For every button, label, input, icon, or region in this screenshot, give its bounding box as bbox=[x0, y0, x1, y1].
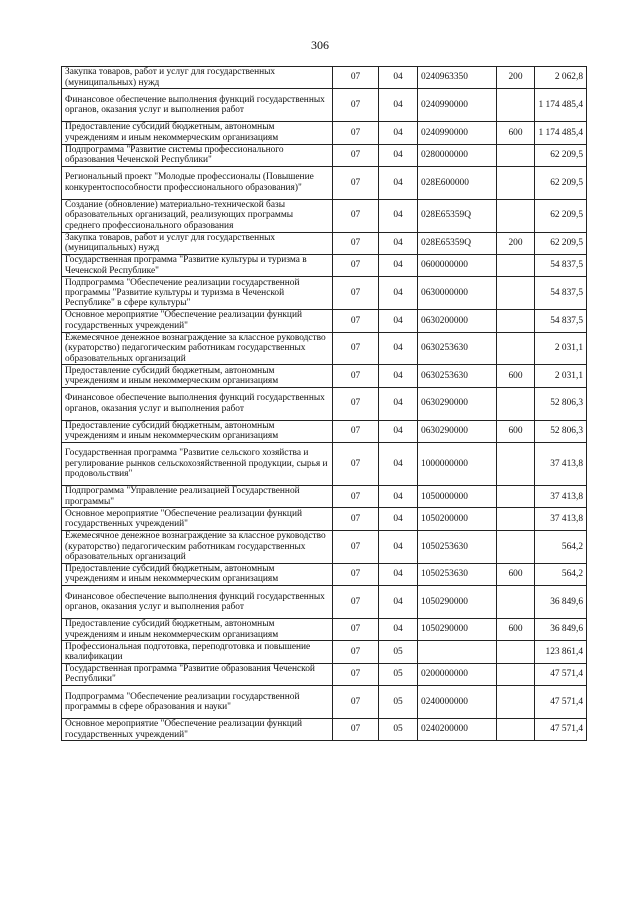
row-section-cell: 07 bbox=[333, 420, 379, 442]
row-target-article-cell: 1050290000 bbox=[418, 618, 497, 640]
row-amount-cell: 1 174 485,4 bbox=[535, 89, 587, 122]
table-row bbox=[62, 199, 587, 232]
row-target-article-cell: 0630200000 bbox=[418, 310, 497, 332]
row-expense-type-cell bbox=[497, 686, 535, 719]
row-target-article-cell: 0200000000 bbox=[418, 663, 497, 685]
row-target-article-cell: 1050290000 bbox=[418, 586, 497, 619]
row-amount-cell: 62 209,5 bbox=[535, 144, 587, 166]
row-target-article-cell: 0630290000 bbox=[418, 420, 497, 442]
row-subsection-cell: 04 bbox=[379, 277, 418, 310]
row-amount-cell: 47 571,4 bbox=[535, 686, 587, 719]
row-name-cell: Государственная программа "Развитие сельского хозяйства и регулирование рынков сельскохозяйственной продукции, сырья и продовольствия" bbox=[62, 442, 333, 485]
row-target-article-cell: 0240990000 bbox=[418, 122, 497, 144]
row-expense-type-cell bbox=[497, 586, 535, 619]
row-amount-cell: 2 031,1 bbox=[535, 365, 587, 387]
row-expense-type-cell bbox=[497, 89, 535, 122]
row-target-article-cell: 0630253630 bbox=[418, 332, 497, 365]
row-section-cell: 07 bbox=[333, 144, 379, 166]
table-row bbox=[62, 618, 587, 640]
row-target-article-cell: 0240200000 bbox=[418, 718, 497, 740]
row-target-article-cell: 1000000000 bbox=[418, 442, 497, 485]
row-expense-type-cell bbox=[497, 144, 535, 166]
row-section-cell: 07 bbox=[333, 442, 379, 485]
table-row bbox=[62, 144, 587, 166]
row-expense-type-cell bbox=[497, 663, 535, 685]
row-section-cell: 07 bbox=[333, 641, 379, 663]
row-expense-type-cell bbox=[497, 387, 535, 420]
row-section-cell: 07 bbox=[333, 686, 379, 719]
row-amount-cell: 62 209,5 bbox=[535, 166, 587, 199]
row-section-cell: 07 bbox=[333, 718, 379, 740]
row-amount-cell: 564,2 bbox=[535, 530, 587, 563]
row-amount-cell: 47 571,4 bbox=[535, 663, 587, 685]
table-row bbox=[62, 718, 587, 740]
row-name-cell: Создание (обновление) материально-технической базы образовательных организаций, реализующих программы среднего профессионального образования bbox=[62, 199, 333, 232]
row-subsection-cell: 04 bbox=[379, 442, 418, 485]
row-name-cell: Финансовое обеспечение выполнения функций государственных органов, оказания услуг и выполнения работ bbox=[62, 387, 333, 420]
row-amount-cell: 37 413,8 bbox=[535, 508, 587, 530]
row-expense-type-cell: 600 bbox=[497, 365, 535, 387]
row-target-article-cell: 0240990000 bbox=[418, 89, 497, 122]
row-subsection-cell: 04 bbox=[379, 508, 418, 530]
row-name-cell: Государственная программа "Развитие культуры и туризма в Чеченской Республике" bbox=[62, 254, 333, 276]
row-section-cell: 07 bbox=[333, 508, 379, 530]
row-subsection-cell: 04 bbox=[379, 563, 418, 585]
row-subsection-cell: 04 bbox=[379, 67, 418, 89]
row-amount-cell: 52 806,3 bbox=[535, 387, 587, 420]
row-name-cell: Профессиональная подготовка, переподготовка и повышение квалификации bbox=[62, 641, 333, 663]
row-amount-cell: 564,2 bbox=[535, 563, 587, 585]
row-amount-cell: 54 837,5 bbox=[535, 254, 587, 276]
row-name-cell: Предоставление субсидий бюджетным, автономным учреждениям и иным некоммерческим организациям bbox=[62, 563, 333, 585]
table-row bbox=[62, 686, 587, 719]
row-amount-cell: 2 031,1 bbox=[535, 332, 587, 365]
row-subsection-cell: 05 bbox=[379, 718, 418, 740]
row-amount-cell: 37 413,8 bbox=[535, 486, 587, 508]
row-name-cell: Ежемесячное денежное вознаграждение за классное руководство (кураторство) педагогическим работникам государственных образовательных организаций bbox=[62, 332, 333, 365]
row-name-cell: Основное мероприятие "Обеспечение реализации функций государственных учреждений" bbox=[62, 718, 333, 740]
table-row bbox=[62, 387, 587, 420]
row-expense-type-cell: 600 bbox=[497, 563, 535, 585]
table-row bbox=[62, 232, 587, 254]
table-row bbox=[62, 530, 587, 563]
row-section-cell: 07 bbox=[333, 277, 379, 310]
row-amount-cell: 52 806,3 bbox=[535, 420, 587, 442]
row-section-cell: 07 bbox=[333, 563, 379, 585]
row-name-cell: Ежемесячное денежное вознаграждение за классное руководство (кураторство) педагогическим работникам государственных образовательных организаций bbox=[62, 530, 333, 563]
row-amount-cell: 37 413,8 bbox=[535, 442, 587, 485]
row-section-cell: 07 bbox=[333, 122, 379, 144]
table-row bbox=[62, 122, 587, 144]
row-target-article-cell: 0240000000 bbox=[418, 686, 497, 719]
row-name-cell: Подпрограмма "Обеспечение реализации государственной программы "Развитие культуры и туризма в Чеченской Республике" в сфере культуры" bbox=[62, 277, 333, 310]
row-subsection-cell: 04 bbox=[379, 332, 418, 365]
table-row bbox=[62, 67, 587, 89]
row-name-cell: Предоставление субсидий бюджетным, автономным учреждениям и иным некоммерческим организациям bbox=[62, 618, 333, 640]
table-row bbox=[62, 310, 587, 332]
table-row bbox=[62, 641, 587, 663]
table-row bbox=[62, 663, 587, 685]
row-name-cell: Закупка товаров, работ и услуг для государственных (муниципальных) нужд bbox=[62, 232, 333, 254]
row-subsection-cell: 04 bbox=[379, 310, 418, 332]
table-row bbox=[62, 586, 587, 619]
row-amount-cell: 36 849,6 bbox=[535, 586, 587, 619]
row-target-article-cell: 0600000000 bbox=[418, 254, 497, 276]
row-expense-type-cell: 200 bbox=[497, 67, 535, 89]
row-expense-type-cell bbox=[497, 166, 535, 199]
row-section-cell: 07 bbox=[333, 618, 379, 640]
row-target-article-cell: 0630290000 bbox=[418, 387, 497, 420]
row-target-article-cell: 1050000000 bbox=[418, 486, 497, 508]
row-target-article-cell: 1050253630 bbox=[418, 530, 497, 563]
row-expense-type-cell bbox=[497, 199, 535, 232]
table-row bbox=[62, 254, 587, 276]
row-section-cell: 07 bbox=[333, 310, 379, 332]
row-amount-cell: 1 174 485,4 bbox=[535, 122, 587, 144]
row-expense-type-cell bbox=[497, 310, 535, 332]
table-row bbox=[62, 508, 587, 530]
row-section-cell: 07 bbox=[333, 486, 379, 508]
row-expense-type-cell bbox=[497, 508, 535, 530]
row-amount-cell: 2 062,8 bbox=[535, 67, 587, 89]
row-expense-type-cell bbox=[497, 530, 535, 563]
row-amount-cell: 47 571,4 bbox=[535, 718, 587, 740]
row-target-article-cell: 0630000000 bbox=[418, 277, 497, 310]
row-expense-type-cell bbox=[497, 332, 535, 365]
row-subsection-cell: 04 bbox=[379, 199, 418, 232]
row-expense-type-cell bbox=[497, 442, 535, 485]
row-expense-type-cell bbox=[497, 277, 535, 310]
row-section-cell: 07 bbox=[333, 254, 379, 276]
row-target-article-cell: 1050253630 bbox=[418, 563, 497, 585]
row-target-article-cell: 028E65359Q bbox=[418, 199, 497, 232]
table-row bbox=[62, 442, 587, 485]
row-amount-cell: 54 837,5 bbox=[535, 310, 587, 332]
row-name-cell: Подпрограмма "Развитие системы профессионального образования Чеченской Республики" bbox=[62, 144, 333, 166]
row-target-article-cell: 0280000000 bbox=[418, 144, 497, 166]
row-name-cell: Предоставление субсидий бюджетным, автономным учреждениям и иным некоммерческим организациям bbox=[62, 122, 333, 144]
row-subsection-cell: 04 bbox=[379, 387, 418, 420]
row-name-cell: Государственная программа "Развитие образования Чеченской Республики" bbox=[62, 663, 333, 685]
row-name-cell: Региональный проект "Молодые профессионалы (Повышение конкурентоспособности профессионального образования)" bbox=[62, 166, 333, 199]
budget-table bbox=[61, 66, 587, 741]
row-section-cell: 07 bbox=[333, 67, 379, 89]
row-section-cell: 07 bbox=[333, 530, 379, 563]
row-target-article-cell: 1050200000 bbox=[418, 508, 497, 530]
row-expense-type-cell: 200 bbox=[497, 232, 535, 254]
row-subsection-cell: 04 bbox=[379, 144, 418, 166]
row-section-cell: 07 bbox=[333, 586, 379, 619]
table-row bbox=[62, 365, 587, 387]
row-subsection-cell: 04 bbox=[379, 486, 418, 508]
row-name-cell: Финансовое обеспечение выполнения функций государственных органов, оказания услуг и выполнения работ bbox=[62, 89, 333, 122]
row-subsection-cell: 04 bbox=[379, 89, 418, 122]
row-amount-cell: 62 209,5 bbox=[535, 232, 587, 254]
row-subsection-cell: 04 bbox=[379, 122, 418, 144]
row-name-cell: Основное мероприятие "Обеспечение реализации функций государственных учреждений" bbox=[62, 310, 333, 332]
table-row bbox=[62, 89, 587, 122]
row-target-article-cell: 0240963350 bbox=[418, 67, 497, 89]
row-name-cell: Подпрограмма "Управление реализацией Государственной программы" bbox=[62, 486, 333, 508]
row-target-article-cell: 028E65359Q bbox=[418, 232, 497, 254]
row-section-cell: 07 bbox=[333, 199, 379, 232]
row-name-cell: Предоставление субсидий бюджетным, автономным учреждениям и иным некоммерческим организациям bbox=[62, 420, 333, 442]
row-subsection-cell: 04 bbox=[379, 166, 418, 199]
row-subsection-cell: 05 bbox=[379, 663, 418, 685]
row-subsection-cell: 04 bbox=[379, 365, 418, 387]
table-row bbox=[62, 486, 587, 508]
table-row bbox=[62, 332, 587, 365]
row-subsection-cell: 04 bbox=[379, 232, 418, 254]
row-section-cell: 07 bbox=[333, 232, 379, 254]
table-row bbox=[62, 277, 587, 310]
row-section-cell: 07 bbox=[333, 365, 379, 387]
row-subsection-cell: 04 bbox=[379, 618, 418, 640]
row-expense-type-cell bbox=[497, 254, 535, 276]
row-amount-cell: 62 209,5 bbox=[535, 199, 587, 232]
table-row bbox=[62, 166, 587, 199]
row-name-cell: Финансовое обеспечение выполнения функций государственных органов, оказания услуг и выполнения работ bbox=[62, 586, 333, 619]
table-row bbox=[62, 563, 587, 585]
row-section-cell: 07 bbox=[333, 387, 379, 420]
row-name-cell: Подпрограмма "Обеспечение реализации государственной программы в сфере образования и науки" bbox=[62, 686, 333, 719]
row-section-cell: 07 bbox=[333, 663, 379, 685]
row-expense-type-cell: 600 bbox=[497, 420, 535, 442]
row-subsection-cell: 04 bbox=[379, 530, 418, 563]
row-expense-type-cell: 600 bbox=[497, 618, 535, 640]
table-row bbox=[62, 420, 587, 442]
row-target-article-cell: 028E600000 bbox=[418, 166, 497, 199]
row-amount-cell: 123 861,4 bbox=[535, 641, 587, 663]
row-subsection-cell: 04 bbox=[379, 420, 418, 442]
row-subsection-cell: 05 bbox=[379, 641, 418, 663]
row-expense-type-cell bbox=[497, 641, 535, 663]
row-subsection-cell: 05 bbox=[379, 686, 418, 719]
row-target-article-cell: 0630253630 bbox=[418, 365, 497, 387]
row-name-cell: Предоставление субсидий бюджетным, автономным учреждениям и иным некоммерческим организациям bbox=[62, 365, 333, 387]
row-subsection-cell: 04 bbox=[379, 254, 418, 276]
page-number: 306 bbox=[311, 38, 329, 52]
row-name-cell: Основное мероприятие "Обеспечение реализации функций государственных учреждений" bbox=[62, 508, 333, 530]
row-expense-type-cell: 600 bbox=[497, 122, 535, 144]
row-section-cell: 07 bbox=[333, 166, 379, 199]
row-subsection-cell: 04 bbox=[379, 586, 418, 619]
row-expense-type-cell bbox=[497, 718, 535, 740]
row-amount-cell: 54 837,5 bbox=[535, 277, 587, 310]
budget-table-body bbox=[62, 67, 587, 741]
row-target-article-cell bbox=[418, 641, 497, 663]
row-name-cell: Закупка товаров, работ и услуг для государственных (муниципальных) нужд bbox=[62, 67, 333, 89]
row-section-cell: 07 bbox=[333, 332, 379, 365]
row-expense-type-cell bbox=[497, 486, 535, 508]
row-section-cell: 07 bbox=[333, 89, 379, 122]
row-amount-cell: 36 849,6 bbox=[535, 618, 587, 640]
